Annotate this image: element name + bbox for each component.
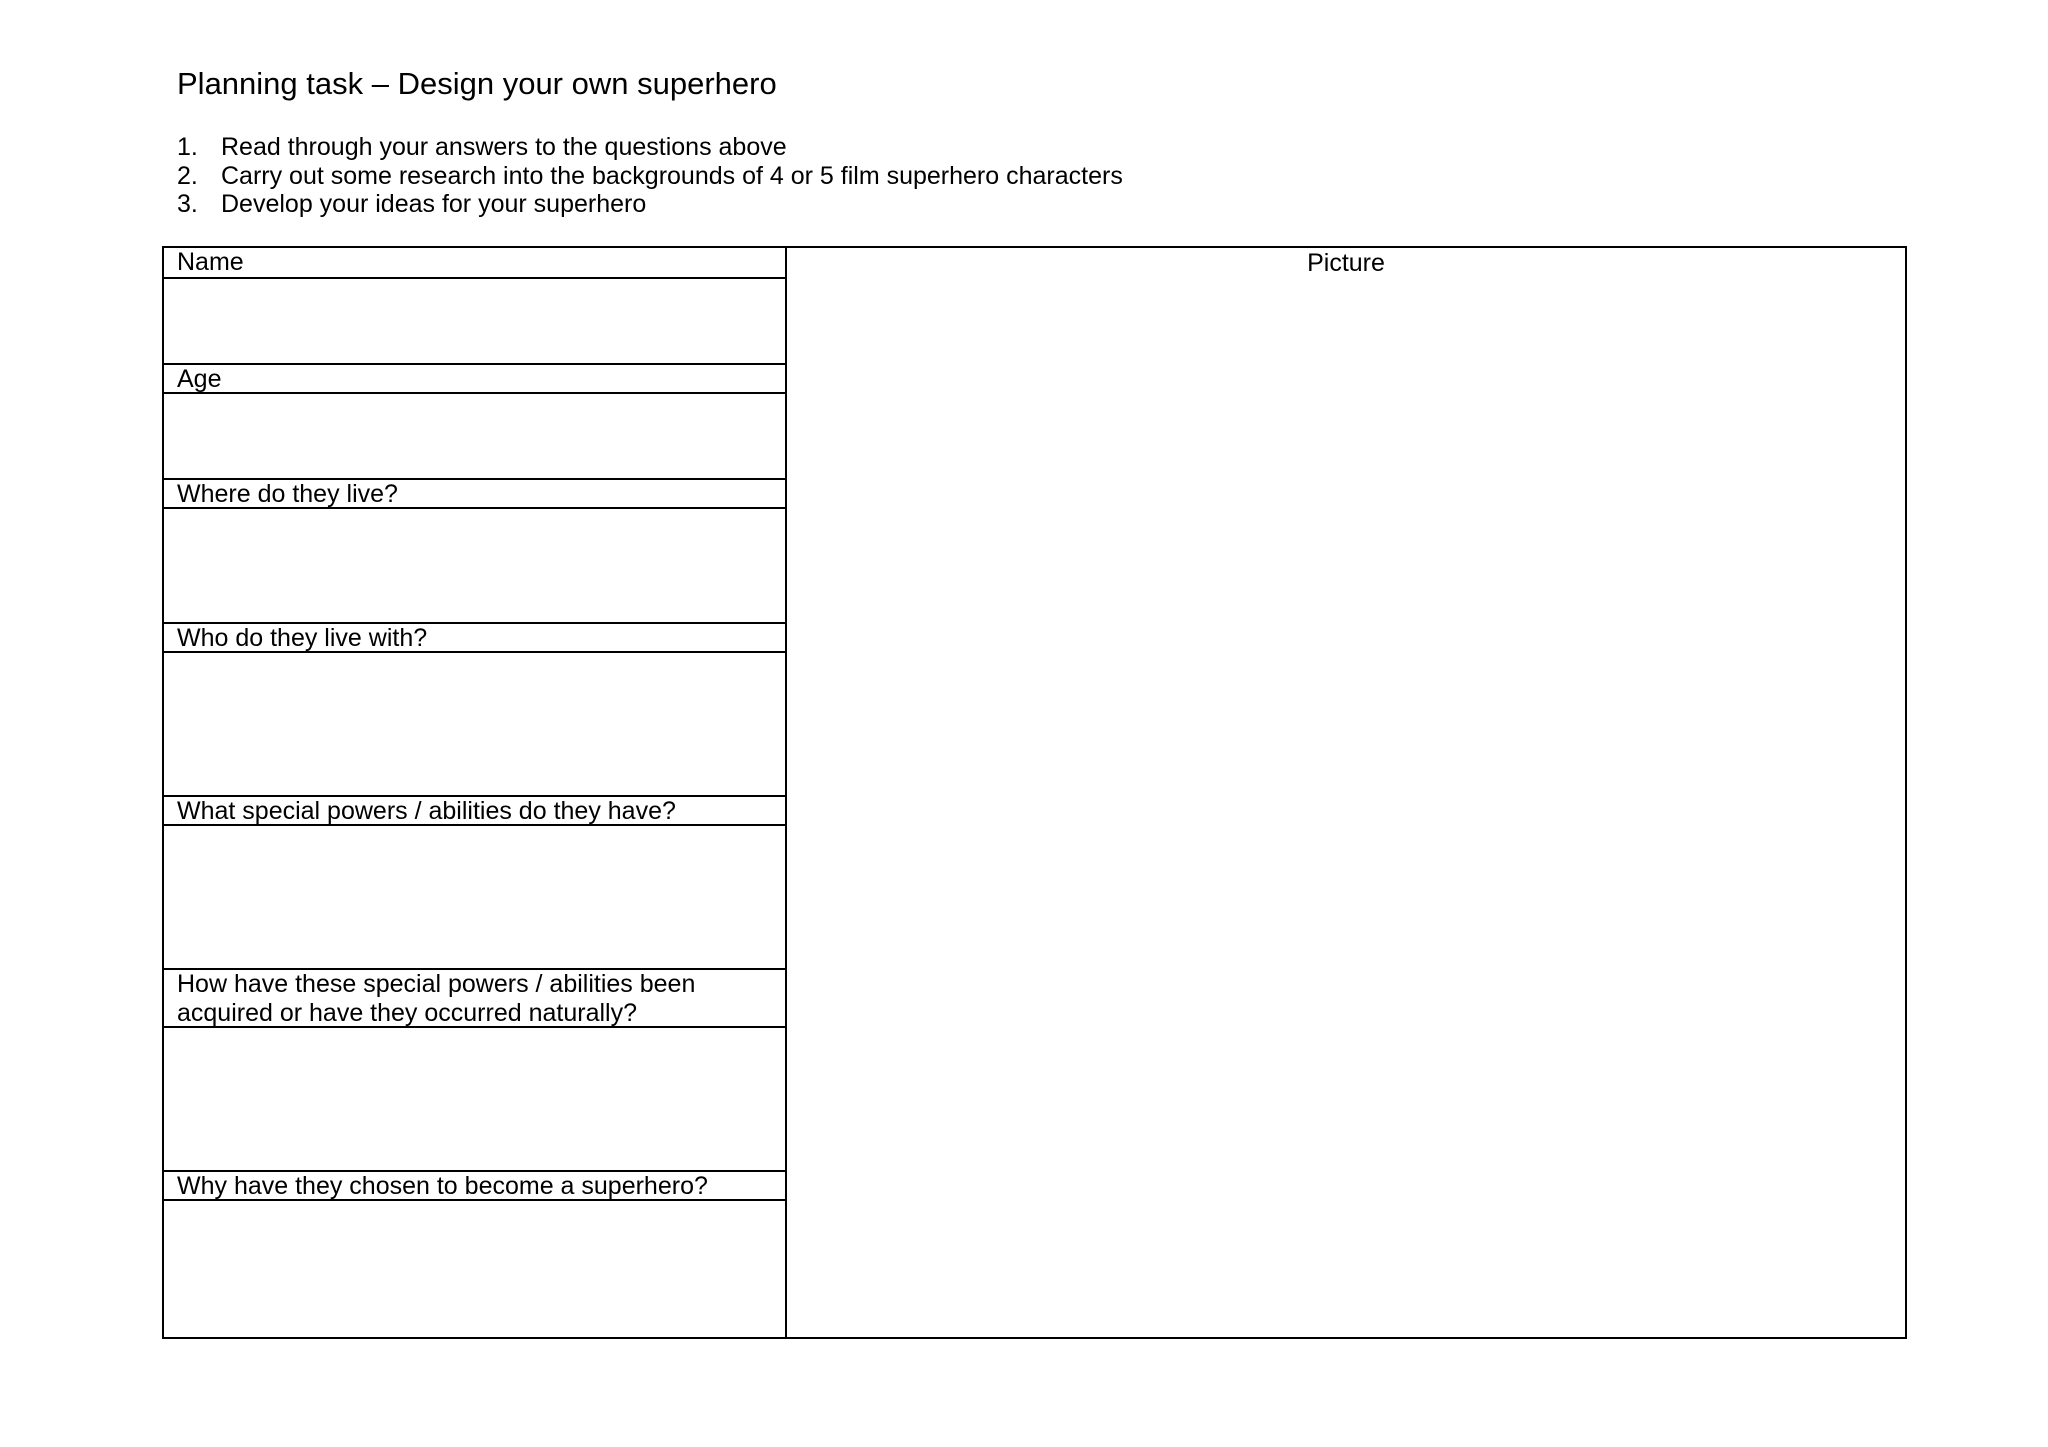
instructions-list — [177, 133, 1123, 219]
powers-origin-label-line: acquired or have they occurred naturally? — [177, 998, 637, 1027]
age-answer-box[interactable] — [164, 394, 785, 480]
instruction-item — [177, 162, 1123, 191]
page-title: Planning task – Design your own superhero — [177, 66, 777, 101]
powers-origin-answer-box[interactable] — [164, 1028, 785, 1172]
why-superhero-label: Why have they chosen to become a superhero? — [164, 1172, 785, 1201]
superhero-planning-table — [162, 246, 1907, 1339]
why-superhero-answer-box[interactable] — [164, 1201, 785, 1337]
where-live-answer-box[interactable] — [164, 509, 785, 624]
instruction-number: 3. — [177, 190, 198, 218]
powers-origin-label — [164, 970, 785, 1028]
powers-origin-label-line: How have these special powers / abilities been — [177, 970, 696, 998]
instruction-number: 2. — [177, 161, 198, 190]
picture-box[interactable] — [787, 248, 1905, 1337]
age-label: Age — [164, 365, 785, 394]
questions-column — [164, 248, 787, 1337]
name-answer-box[interactable] — [164, 279, 785, 365]
special-powers-answer-box[interactable] — [164, 826, 785, 970]
instruction-number: 1. — [177, 133, 198, 161]
instruction-item — [177, 190, 1123, 219]
instruction-text: Develop your ideas for your superhero — [221, 190, 647, 218]
live-with-label: Who do they live with? — [164, 624, 785, 653]
name-label: Name — [164, 248, 785, 279]
picture-label: Picture — [1307, 249, 1385, 277]
instruction-text: Read through your answers to the questions above — [221, 133, 787, 161]
where-live-label: Where do they live? — [164, 480, 785, 509]
special-powers-label: What special powers / abilities do they have? — [164, 797, 785, 826]
instruction-item — [177, 133, 1123, 162]
live-with-answer-box[interactable] — [164, 653, 785, 797]
instruction-text: Carry out some research into the backgrounds of 4 or 5 film superhero characters — [221, 161, 1123, 190]
